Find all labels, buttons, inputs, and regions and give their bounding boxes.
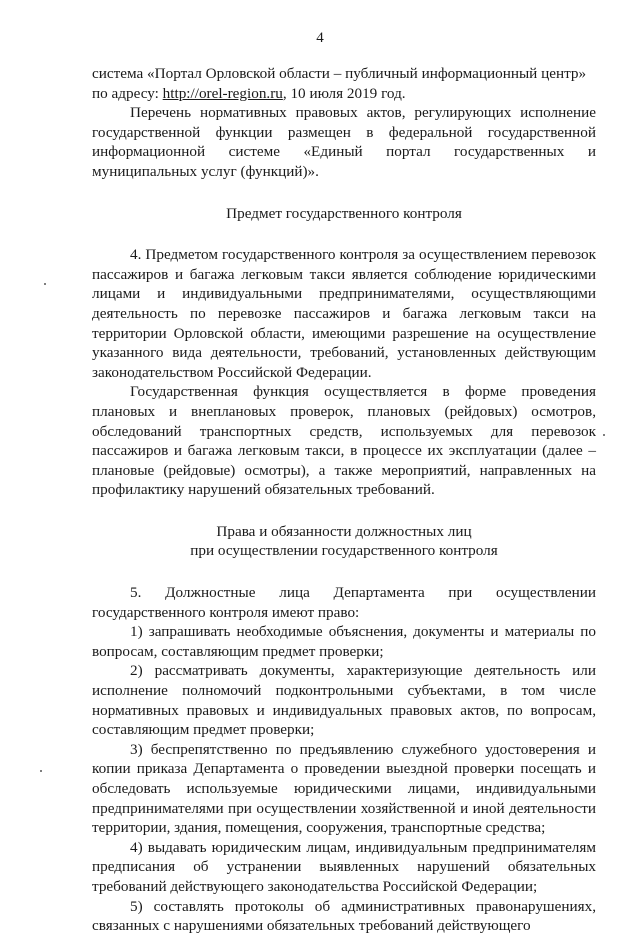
scan-speck [44,283,46,285]
section-heading-subject: Предмет государственного контроля [226,204,462,222]
rights-item-5: 5) составлять протоколы об административных правонарушениях, связанных с нарушениями обязательных требований действующего [92,897,596,935]
paragraph-function-form: Государственная функция осуществляется в форме проведения плановых и внеплановых проверок, плановых (рейдовых) осмотров, обследований транспортных средств, используемых для перевозок пассажиров и багажа легковым такси, в процессе их эксплуатации (далее – плановые (рейдовые) осмотры), а также мероприятий, направленных на профилактику нарушений обязательных требований. [92,383,596,499]
intro-line-1: система «Портал Орловской области – публичный информационный центр» [92,65,587,82]
paragraph-legal-acts: Перечень нормативных правовых актов, регулирующих исполнение государственной функции размещен в федеральной государственной информационной системе «Единый портал государственных и муниципальных услуг (функций)». [92,104,596,180]
document-body [92,64,596,936]
intro-prefix: по адресу: [92,84,163,102]
scan-speck [40,770,42,772]
portal-link[interactable]: http://orel-region.ru [162,84,283,102]
scan-speck [603,434,605,436]
section-heading-rights-line-2: при осуществлении государственного контроля [190,542,498,560]
rights-item-1: 1) запрашивать необходимые объяснения, документы и материалы по вопросам, составляющим предмет проверки; [92,623,596,660]
section-heading-rights-line-1: Права и обязанности должностных лиц [216,522,472,540]
rights-item-3: 3) беспрепятственно по предъявлению служебного удостоверения и копии приказа Департамента о проведении выездной проверки посещать и обследовать используемые юридическими лицами, индивидуальными предпринимателями при осуществлении хозяйственной и иной деятельности территории, здания, помещения, сооружения, транспортные средства; [92,740,596,837]
intro-line-2 [92,84,596,104]
paragraph-4: 4. Предметом государственного контроля за осуществлением перевозок пассажиров и багажа легковым такси является соблюдение юридическими лицами и индивидуальными предпринимателями, осуществляющими деятельность по перевозке пассажиров и багажа легковым такси на территории Орловской области, имеющими разрешение на осуществление указанного вида деятельности, требований, установленных действующим законодательством Российской Федерации. [92,246,596,381]
intro-suffix: , 10 июля 2019 год. [282,84,406,102]
rights-item-4: 4) выдавать юридическим лицам, индивидуальным предпринимателям предписания об устранении выявленных нарушений обязательных требований действующего законодательства Российской Федерации; [92,838,596,895]
paragraph-5: 5. Должностные лица Департамента при осуществлении государственного контроля имеют право: [92,584,596,621]
rights-item-2: 2) рассматривать документы, характеризующие деятельность или исполнение полномочий подконтрольными субъектами, в том числе нормативных правовых и индивидуальных правовых актов, по вопросам, составляющим предмет проверки; [92,662,596,739]
page-number: 4 [316,30,324,46]
